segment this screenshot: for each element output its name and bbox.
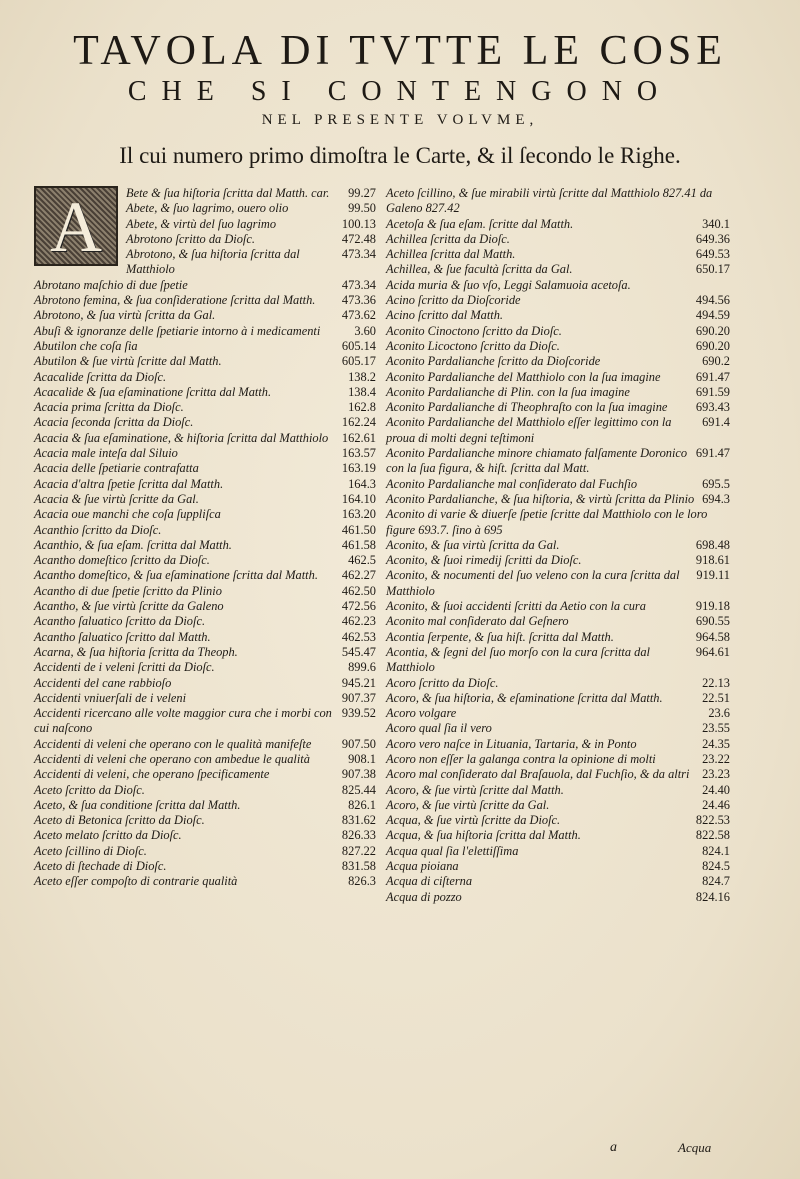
entry-text: Abrotono femina, & ſua conſideratione ſcritta dal Matth. bbox=[34, 293, 316, 308]
index-entry bbox=[386, 507, 730, 538]
entry-reference: 24.35 bbox=[702, 736, 730, 751]
entry-text: Aceto, & ſua conditione ſcritta dal Matth. bbox=[34, 797, 241, 812]
index-entry bbox=[386, 354, 730, 369]
entry-text: Acqua di pozzo bbox=[386, 889, 462, 904]
entry-reference: 605.17 bbox=[341, 354, 376, 369]
entry-reference: 831.62 bbox=[341, 813, 376, 828]
entry-text: Aconito, & ſuoi rimedij ſcritti da Dioſc. bbox=[386, 553, 582, 568]
index-entry bbox=[386, 630, 730, 645]
entry-text: Acqua, & ſue virtù ſcritte da Dioſc. bbox=[386, 813, 561, 828]
index-entry bbox=[34, 446, 376, 461]
index-entry bbox=[386, 676, 730, 691]
entry-reference: 99.27 bbox=[348, 186, 376, 200]
entry-text: Acantho di due ſpetie ſcritto da Plinio bbox=[34, 583, 222, 598]
index-entry bbox=[386, 614, 730, 629]
entry-reference: 472.56 bbox=[341, 599, 376, 614]
index-entry bbox=[386, 186, 730, 217]
entry-text: Acqua, & ſua hiſtoria ſcritta dal Matth. bbox=[386, 828, 581, 843]
entry-reference: 23.55 bbox=[702, 721, 730, 736]
entry-text: Aconito Pardalianche di Plin. con la ſua imagine bbox=[386, 384, 630, 399]
entry-reference: 826.3 bbox=[348, 874, 376, 889]
entry-reference: 690.2 bbox=[702, 354, 730, 369]
index-entry bbox=[386, 599, 730, 614]
entry-reference: 827.22 bbox=[341, 843, 376, 858]
entry-text: Abrotono, & ſua virtù ſcritta da Gal. bbox=[34, 308, 216, 323]
entry-reference: 605.14 bbox=[341, 338, 376, 353]
entry-text: Acacia oue manchi che coſa ſuppliſca bbox=[34, 507, 221, 522]
entry-reference: 494.59 bbox=[695, 308, 730, 323]
entry-reference: 24.40 bbox=[702, 782, 730, 797]
entry-text: Abuſi & ignoranze delle ſpetiarie intorno à i medicamenti bbox=[34, 323, 321, 338]
index-entry bbox=[34, 538, 376, 553]
entry-text: Accidenti vniuerſali de i veleni bbox=[34, 690, 187, 705]
index-entry bbox=[34, 783, 376, 798]
entry-reference: 462.5 bbox=[348, 553, 376, 568]
index-entry bbox=[34, 477, 376, 492]
entry-text: Acantho ſaluatico ſcritto dal Matth. bbox=[34, 629, 211, 644]
entry-reference: 461.58 bbox=[341, 537, 376, 552]
entry-text: Acino ſcritto dal Matth. bbox=[386, 308, 504, 323]
index-entry bbox=[34, 737, 376, 752]
entry-reference: 907.37 bbox=[341, 690, 376, 705]
index-entry bbox=[34, 400, 376, 415]
entry-reference: 691.47 bbox=[695, 446, 730, 461]
entry-reference: 825.44 bbox=[341, 782, 376, 797]
entry-text: Acoro ſcritto da Dioſc. bbox=[386, 675, 499, 690]
entry-text: Acacalide & ſua eſaminatione ſcritta dal Matth. bbox=[34, 384, 272, 399]
index-entry bbox=[34, 874, 376, 889]
index-entry bbox=[386, 890, 730, 905]
entry-text: Acacia delle ſpetiarie contrafatta bbox=[34, 461, 199, 476]
entry-reference: 340.1 bbox=[702, 216, 730, 231]
entry-reference: 964.58 bbox=[695, 629, 730, 644]
entry-reference: 138.4 bbox=[348, 384, 376, 399]
entry-text: Aceto di ſtechade di Dioſc. bbox=[34, 859, 167, 874]
index-entry bbox=[386, 752, 730, 767]
entry-reference: 473.62 bbox=[341, 308, 376, 323]
entry-reference: 690.20 bbox=[695, 338, 730, 353]
index-entry bbox=[386, 477, 730, 492]
entry-reference: 899.6 bbox=[348, 660, 376, 675]
index-entry bbox=[34, 278, 376, 293]
index-entry bbox=[386, 737, 730, 752]
entry-text: Acino ſcritto da Dioſcoride bbox=[386, 293, 521, 308]
entry-reference: 650.17 bbox=[695, 262, 730, 277]
entry-reference: 473.34 bbox=[341, 277, 376, 292]
entry-text: Aconito Pardalianche mal conſiderato dal Fuchſio bbox=[386, 476, 638, 491]
entry-text: Acontia ſerpente, & ſua hiſt. ſcritta dal Matth. bbox=[386, 629, 614, 644]
entry-reference: 162.24 bbox=[341, 415, 376, 430]
index-entry bbox=[386, 370, 730, 385]
entry-reference: 945.21 bbox=[341, 675, 376, 690]
entry-reference: 918.61 bbox=[695, 553, 730, 568]
index-entry bbox=[34, 431, 376, 446]
index-entry bbox=[34, 308, 376, 323]
entry-reference: 164.10 bbox=[341, 491, 376, 506]
entry-text: Acoro mal conſiderato dal Braſauola, dal Fuchſio, & da altri bbox=[386, 767, 690, 782]
entry-reference: 162.61 bbox=[341, 430, 376, 445]
entry-text: Acacia d'altra ſpetie ſcritta dal Matth. bbox=[34, 476, 224, 491]
index-entry bbox=[34, 706, 376, 737]
entry-reference: 462.23 bbox=[341, 614, 376, 629]
index-entry bbox=[386, 446, 730, 477]
entry-text: Acqua qual ſia l'elettiſſima bbox=[386, 843, 519, 858]
entry-reference: 473.36 bbox=[341, 293, 376, 308]
index-entry bbox=[34, 645, 376, 660]
entry-reference: 22.51 bbox=[702, 690, 730, 705]
catchword: Acqua bbox=[678, 1140, 712, 1155]
entry-reference: 461.50 bbox=[341, 522, 376, 537]
index-entry bbox=[34, 492, 376, 507]
index-entry bbox=[386, 324, 730, 339]
entry-text: Acoro vero naſce in Lituania, Tartaria, & in Ponto bbox=[386, 736, 637, 751]
entry-text: Acida muria & ſuo vſo, Leggi Salamuoia acetoſa. bbox=[386, 277, 631, 292]
entry-text: Aceto ſcritto da Dioſc. bbox=[34, 782, 145, 797]
entry-text: Aconito Pardalianche di Theophraſto con la ſua imagine bbox=[386, 400, 668, 415]
entry-reference: 824.1 bbox=[702, 843, 730, 858]
index-entry bbox=[386, 706, 730, 721]
entry-text: Acoro, & ſue virtù ſcritte dal Matth. bbox=[386, 782, 564, 797]
entry-reference: 831.58 bbox=[341, 859, 376, 874]
entry-text: Abrotono ſcritto da Dioſc. bbox=[126, 231, 255, 246]
entry-reference: 822.58 bbox=[695, 828, 730, 843]
entry-text: Abutilon che coſa ſia bbox=[34, 338, 138, 353]
entry-text: Acarna, & ſua hiſtoria ſcritta da Theoph. bbox=[34, 644, 238, 659]
index-entry bbox=[386, 813, 730, 828]
entry-reference: 163.19 bbox=[341, 461, 376, 476]
entry-text: Abrotono, & ſua hiſtoria ſcritta dal Matthiolo bbox=[126, 247, 300, 277]
entry-text: Acantho ſaluatico ſcritto da Dioſc. bbox=[34, 614, 206, 629]
index-entry bbox=[386, 278, 730, 293]
title-line-2: CHE SI CONTENGONO bbox=[127, 76, 673, 107]
entry-text: Aconito, & ſuoi accidenti ſcritti da Aetio con la cura bbox=[386, 599, 646, 614]
entry-text: Aconito, & ſua virtù ſcritta da Gal. bbox=[386, 537, 560, 552]
entry-reference: 473.34 bbox=[341, 247, 376, 262]
entry-reference: 964.61 bbox=[695, 644, 730, 659]
index-entry bbox=[386, 293, 730, 308]
index-entry bbox=[34, 614, 376, 629]
right-column bbox=[386, 186, 730, 905]
entry-reference: 691.47 bbox=[695, 369, 730, 384]
entry-reference: 691.59 bbox=[695, 384, 730, 399]
entry-reference: 691.4 bbox=[702, 415, 730, 430]
entry-text: Acacia & ſua eſaminatione, & hiſtoria ſcritta dal Matthiolo bbox=[34, 430, 329, 445]
entry-text: Accidenti di veleni che operano con ambedue le qualità bbox=[34, 751, 310, 766]
index-entry bbox=[386, 308, 730, 323]
entry-reference: 23.23 bbox=[702, 767, 730, 782]
entry-reference: 698.48 bbox=[695, 537, 730, 552]
index-entry bbox=[386, 553, 730, 568]
entry-reference: 824.5 bbox=[702, 859, 730, 874]
entry-reference: 907.50 bbox=[341, 736, 376, 751]
entry-reference: 649.53 bbox=[695, 247, 730, 262]
entry-reference: 694.3 bbox=[702, 491, 730, 506]
index-entry bbox=[386, 798, 730, 813]
entry-reference: 162.8 bbox=[348, 400, 376, 415]
index-entry bbox=[386, 767, 730, 782]
index-entry bbox=[386, 874, 730, 889]
entry-text: Acacia male inteſa dal Siluio bbox=[34, 446, 178, 461]
entry-text: Accidenti de i veleni ſcritti da Dioſc. bbox=[34, 660, 215, 675]
entry-text: Acoro qual ſia il vero bbox=[386, 721, 492, 736]
index-entry bbox=[34, 339, 376, 354]
entry-text: Aconito Pardalianche minore chiamato falſamente Doronico con la ſua figura, & hiſt. ſcritta dal Matt. bbox=[386, 446, 688, 476]
entry-text: Acoro, & ſue virtù ſcritte da Gal. bbox=[386, 797, 550, 812]
entry-reference: 163.57 bbox=[341, 446, 376, 461]
entry-reference: 649.36 bbox=[695, 231, 730, 246]
index-entry bbox=[34, 568, 376, 583]
entry-reference: 690.55 bbox=[695, 614, 730, 629]
index-entry bbox=[386, 339, 730, 354]
entry-text: Aconito Pardalianche del Matthiolo eſſer legittimo con la proua di molti degni teſtimoni bbox=[386, 415, 672, 445]
entry-text: Acqua di ciſterna bbox=[386, 874, 473, 889]
index-entry bbox=[34, 630, 376, 645]
entry-text: Acoro volgare bbox=[386, 706, 457, 721]
index-entry bbox=[386, 247, 730, 262]
entry-text: Achillea ſcritta da Dioſc. bbox=[386, 231, 510, 246]
entry-text: Abutilon & ſue virtù ſcritte dal Matth. bbox=[34, 354, 222, 369]
entry-text: Aceto ſcillino di Dioſc. bbox=[34, 843, 147, 858]
index-entry bbox=[386, 400, 730, 415]
entry-text: Bete & ſua hiſtoria ſcritta dal Matth. car. bbox=[126, 186, 330, 200]
entry-text: Acacalide ſcritta da Dioſc. bbox=[34, 369, 167, 384]
signature-mark: a bbox=[610, 1140, 617, 1155]
index-entry bbox=[386, 844, 730, 859]
entry-text: Aconito Pardalianche ſcritto da Dioſcoride bbox=[386, 354, 601, 369]
index-entry bbox=[34, 691, 376, 706]
entry-reference: 693.43 bbox=[695, 400, 730, 415]
entry-reference: 824.16 bbox=[695, 889, 730, 904]
entry-text: Achillea ſcritta dal Matth. bbox=[386, 247, 516, 262]
entry-text: Acetoſa & ſua eſam. ſcritte dal Matth. bbox=[386, 216, 574, 231]
index-entry bbox=[34, 293, 376, 308]
index-entry bbox=[34, 523, 376, 538]
entry-text: Acoro, & ſua hiſtoria, & eſaminatione ſcritta dal Matth. bbox=[386, 690, 663, 705]
entry-text: Accidenti di veleni che operano con le qualità manifeſte bbox=[34, 736, 312, 751]
index-entry bbox=[34, 370, 376, 385]
index-entry bbox=[34, 461, 376, 476]
entry-text: Aceto eſſer compoſto di contrarie qualità bbox=[34, 874, 238, 889]
entry-text: Acanthio, & ſua eſam. ſcritta dal Matth. bbox=[34, 537, 232, 552]
entry-reference: 3.60 bbox=[354, 323, 376, 338]
entry-text: Aconito Licoctono ſcritto da Dioſc. bbox=[386, 338, 560, 353]
entry-text: Abete, & ſuo lagrimo, ouero olio bbox=[126, 201, 289, 216]
entry-reference: 907.38 bbox=[341, 767, 376, 782]
index-entry bbox=[386, 492, 730, 507]
index-entry bbox=[34, 752, 376, 767]
entry-text: Aconito mal conſiderato dal Geſnero bbox=[386, 614, 569, 629]
index-entry bbox=[386, 828, 730, 843]
entry-text: Accidenti ricercano alle volte maggior cura che i morbi con cui naſcono bbox=[34, 706, 332, 736]
index-entry bbox=[386, 721, 730, 736]
entry-reference: 22.13 bbox=[702, 675, 730, 690]
entry-reference: 494.56 bbox=[695, 293, 730, 308]
entry-reference: 24.46 bbox=[702, 797, 730, 812]
entry-text: Acqua pioiana bbox=[386, 859, 459, 874]
entry-text: Abrotano maſchio di due ſpetie bbox=[34, 277, 188, 292]
entry-reference: 919.18 bbox=[695, 599, 730, 614]
entry-reference: 23.22 bbox=[702, 751, 730, 766]
entry-text: Aceto melato ſcritto da Dioſc. bbox=[34, 828, 182, 843]
entry-text: Accidenti di veleni, che operano ſpecificamente bbox=[34, 767, 270, 782]
index-entry bbox=[34, 599, 376, 614]
entry-text: Acantho domeſtico, & ſua eſaminatione ſcritta dal Matth. bbox=[34, 568, 318, 583]
entry-reference: 826.33 bbox=[341, 828, 376, 843]
index-entry bbox=[386, 385, 730, 400]
entry-reference: 462.27 bbox=[341, 568, 376, 583]
index-entry bbox=[34, 584, 376, 599]
index-entry bbox=[34, 767, 376, 782]
entry-text: Acacia & ſue virtù ſcritte da Gal. bbox=[34, 491, 199, 506]
entry-text: Aconito di varie & diuerſe ſpetie ſcritte dal Matthiolo con le loro figure 693.7. ſino à 695 bbox=[386, 507, 708, 537]
entry-text: Aceto di Betonica ſcritto da Dioſc. bbox=[34, 813, 205, 828]
entry-text: Abete, & virtù del ſuo lagrimo bbox=[126, 216, 277, 231]
entry-reference: 545.47 bbox=[341, 644, 376, 659]
index-entry bbox=[386, 645, 730, 676]
entry-text: Aconito Pardalianche del Matthiolo con la ſua imagine bbox=[386, 369, 661, 384]
entry-text: Acanthio ſcritto da Dioſc. bbox=[34, 522, 162, 537]
entry-reference: 100.13 bbox=[341, 216, 376, 231]
title-line-1: TAVOLA DI TVTTE LE COSE bbox=[73, 28, 727, 74]
entry-reference: 99.50 bbox=[348, 201, 376, 216]
entry-reference: 826.1 bbox=[348, 797, 376, 812]
index-entry bbox=[34, 553, 376, 568]
entry-reference: 138.2 bbox=[348, 369, 376, 384]
index-entry bbox=[386, 217, 730, 232]
entry-text: Aconito Cinoctono ſcritto da Dioſc. bbox=[386, 323, 562, 338]
index-entry bbox=[386, 538, 730, 553]
index-entry bbox=[386, 262, 730, 277]
index-entry bbox=[34, 385, 376, 400]
entry-reference: 822.53 bbox=[695, 813, 730, 828]
index-entry bbox=[34, 676, 376, 691]
entry-text: Acoro non eſſer la galanga contra la opinione di molti bbox=[386, 751, 656, 766]
entry-reference: 163.20 bbox=[341, 507, 376, 522]
title-line-3: NEL PRESENTE VOLVME, bbox=[261, 112, 539, 128]
entry-reference: 824.7 bbox=[702, 874, 730, 889]
index-entry bbox=[386, 568, 730, 599]
entry-reference: 939.52 bbox=[341, 706, 376, 721]
dropcap-letter: A bbox=[50, 187, 102, 267]
entry-text: Acacia prima ſcritta da Dioſc. bbox=[34, 400, 184, 415]
entry-text: Aconito Pardalianche, & ſua hiſtoria, & virtù ſcritta da Plinio bbox=[386, 491, 695, 506]
entry-reference: 908.1 bbox=[348, 751, 376, 766]
dropcap-initial bbox=[34, 186, 118, 266]
entry-reference: 690.20 bbox=[695, 323, 730, 338]
index-entry bbox=[386, 415, 730, 446]
index-entry bbox=[34, 813, 376, 828]
entry-text: Aceto ſcillino, & ſue mirabili virtù ſcritte dal Matthiolo 827.41 da Galeno 827.42 bbox=[386, 186, 713, 216]
left-column bbox=[34, 186, 376, 890]
index-entry bbox=[34, 859, 376, 874]
entry-reference: 462.53 bbox=[341, 629, 376, 644]
index-entry bbox=[34, 660, 376, 675]
index-entry bbox=[34, 354, 376, 369]
index-entry bbox=[386, 783, 730, 798]
entry-text: Accidenti del cane rabbioſo bbox=[34, 675, 172, 690]
entry-text: Achillea, & ſue facultà ſcritta da Gal. bbox=[386, 262, 573, 277]
entry-reference: 695.5 bbox=[702, 476, 730, 491]
index-entry bbox=[34, 844, 376, 859]
entry-reference: 472.48 bbox=[341, 231, 376, 246]
entry-reference: 919.11 bbox=[696, 568, 730, 583]
index-entry bbox=[34, 324, 376, 339]
subtitle: Il cui numero primo dimoſtra le Carte, & il ſecondo le Righe. bbox=[119, 143, 681, 168]
index-entry bbox=[34, 798, 376, 813]
entry-reference: 164.3 bbox=[348, 476, 376, 491]
entry-text: Acantho, & ſue virtù ſcritte da Galeno bbox=[34, 599, 224, 614]
index-entry bbox=[386, 859, 730, 874]
entry-reference: 23.6 bbox=[708, 706, 730, 721]
entry-text: Acontia, & ſegni del ſuo morſo con la cura ſcritta dal Matthiolo bbox=[386, 644, 650, 675]
entry-text: Acacia ſeconda ſcritta da Dioſc. bbox=[34, 415, 194, 430]
entry-text: Aconito, & nocumenti del ſuo veleno con la cura ſcritta dal Matthiolo bbox=[386, 568, 680, 598]
index-entry bbox=[386, 232, 730, 247]
index-entry bbox=[34, 415, 376, 430]
index-entry bbox=[386, 691, 730, 706]
index-entry bbox=[34, 507, 376, 522]
entry-reference: 462.50 bbox=[341, 583, 376, 598]
index-entry bbox=[34, 828, 376, 843]
entry-text: Acantho domeſtico ſcritto da Dioſc. bbox=[34, 553, 210, 568]
